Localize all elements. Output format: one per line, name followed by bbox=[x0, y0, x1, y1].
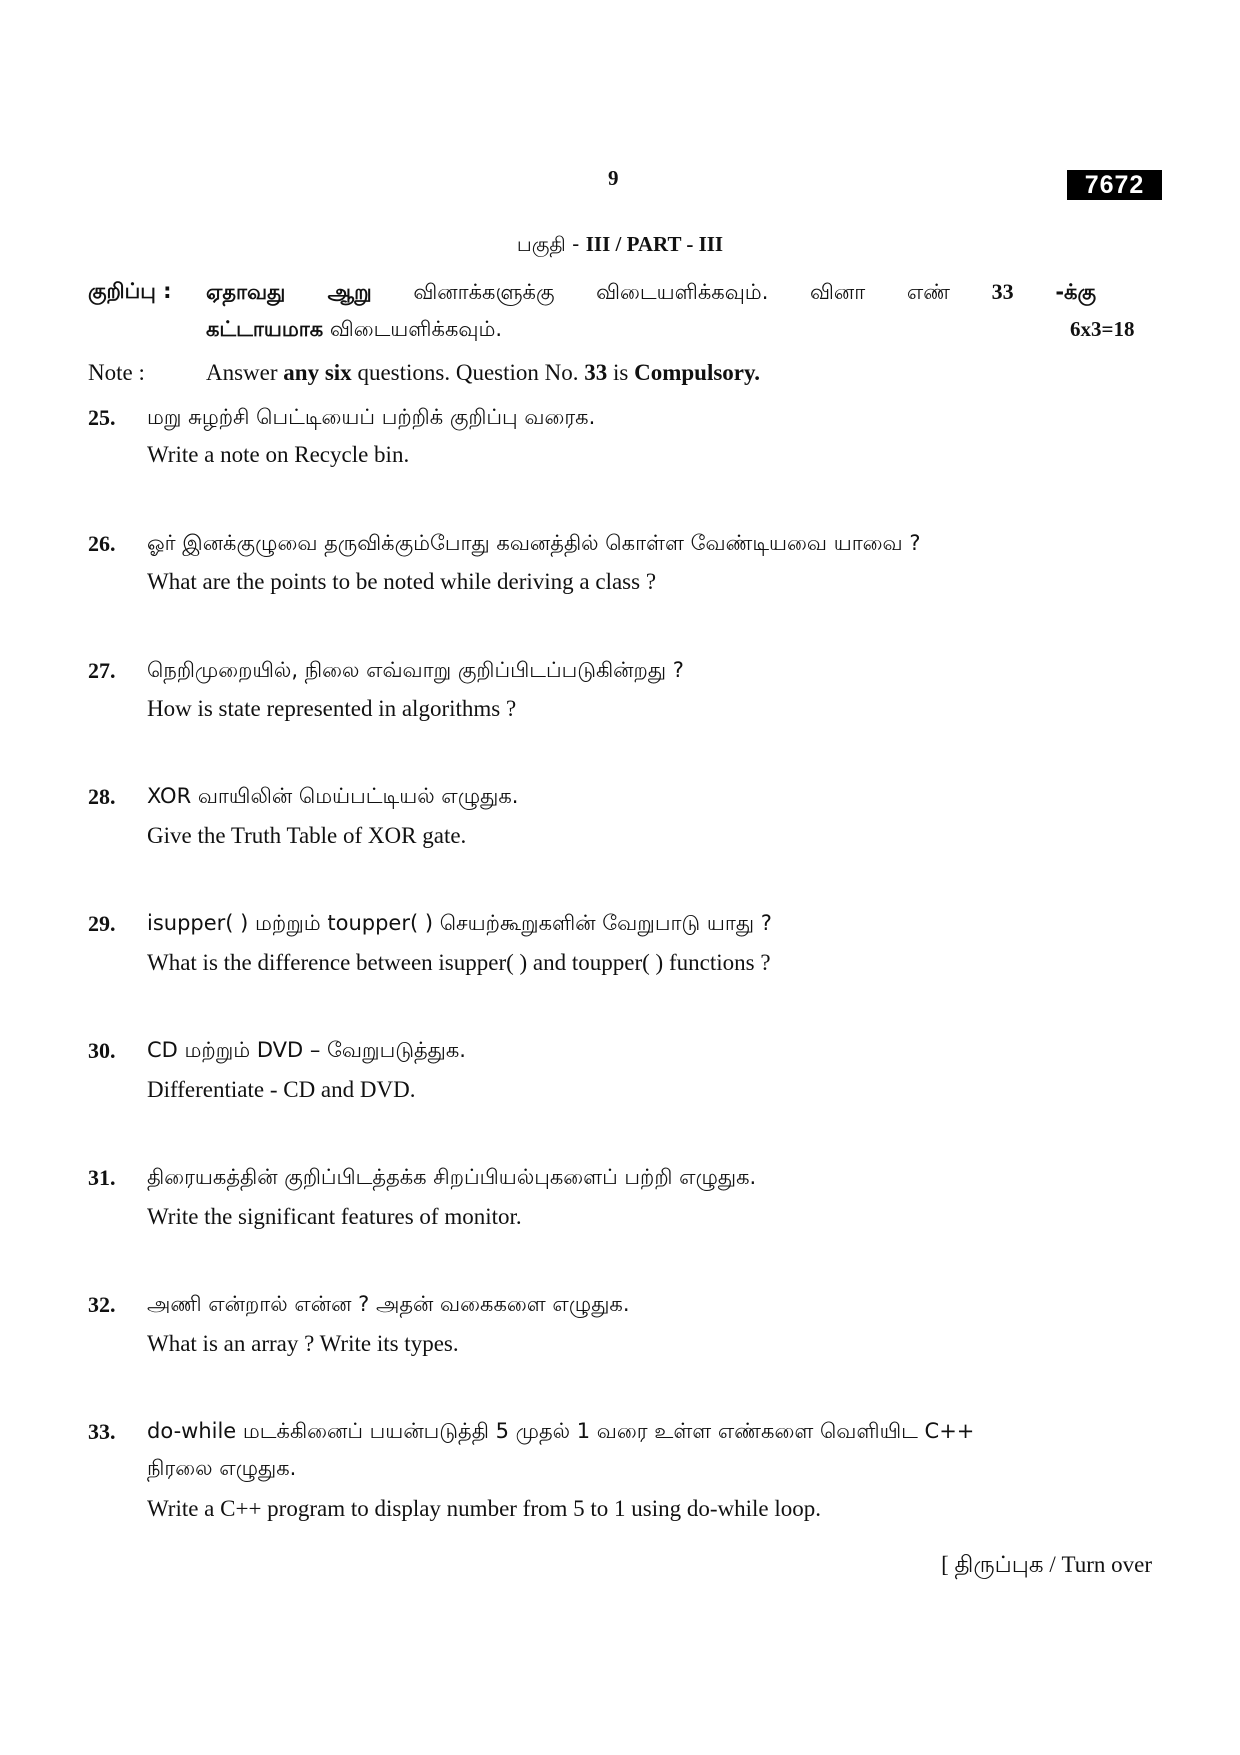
question-tamil: isupper( ) மற்றும் toupper( ) செயற்கூறுகளின் வேறுபாடு யாது ? bbox=[147, 911, 772, 935]
question-number: 26. bbox=[88, 531, 116, 556]
question-english: Differentiate - CD and DVD. bbox=[147, 1077, 416, 1102]
question-english: Write a C++ program to display number from 5 to 1 using do-while loop. bbox=[147, 1496, 822, 1521]
part-heading-tamil: பகுதி - bbox=[516, 232, 586, 256]
paper-code-badge: 7672 bbox=[1067, 170, 1162, 200]
instruction-any-six: ஏதாவது ஆறு bbox=[206, 280, 372, 304]
question-tamil: ஓர் இனக்குழுவை தருவிக்கும்போது கவனத்தில் கொள்ள வேண்டியவை யாவை ? bbox=[147, 531, 921, 555]
instruction-suffix: -க்கு bbox=[1055, 280, 1096, 304]
question-tamil: மறு சுழற்சி பெட்டியைப் பற்றிக் குறிப்பு வரைக. bbox=[147, 405, 596, 429]
question-number: 33. bbox=[88, 1419, 116, 1444]
note-text bbox=[206, 360, 760, 386]
question-english: Give the Truth Table of XOR gate. bbox=[147, 823, 467, 848]
note-any-six: any six bbox=[283, 360, 352, 385]
note-text-2: questions. Question No. bbox=[351, 360, 585, 385]
question-english: What are the points to be noted while deriving a class ? bbox=[147, 569, 657, 594]
question-number: 27. bbox=[88, 658, 116, 683]
turn-over-note: [ திருப்புக / Turn over bbox=[941, 1552, 1152, 1577]
question-number: 25. bbox=[88, 405, 116, 430]
part-heading bbox=[0, 232, 1240, 259]
page-number: 9 bbox=[608, 166, 619, 190]
question-tamil: திரையகத்தின் குறிப்பிடத்தக்க சிறப்பியல்புகளைப் பற்றி எழுதுக. bbox=[147, 1165, 757, 1189]
question-number: 32. bbox=[88, 1292, 116, 1317]
question-english: Write a note on Recycle bin. bbox=[147, 442, 410, 467]
question-number: 29. bbox=[88, 911, 116, 936]
note-text-1: Answer bbox=[206, 360, 284, 385]
instruction-question-number: 33 bbox=[991, 279, 1014, 304]
question-tamil: XOR வாயிலின் மெய்பட்டியல் எழுதுக. bbox=[147, 784, 519, 808]
instruction-text-2 bbox=[1014, 280, 1056, 304]
question-english: Write the significant features of monitor. bbox=[147, 1204, 522, 1229]
instruction-text-1: வினாக்களுக்கு விடையளிக்கவும். வினா எண் bbox=[371, 280, 992, 304]
question-number: 28. bbox=[88, 784, 116, 809]
question-tamil-continued: நிரலை எழுதுக. bbox=[147, 1456, 297, 1480]
question-tamil: do-while மடக்கினைப் பயன்படுத்தி 5 முதல் 1 வரை உள்ள எண்களை வெளியிட C++ bbox=[147, 1419, 975, 1443]
question-english: What is the difference between isupper( ) and toupper( ) functions ? bbox=[147, 950, 771, 975]
part-heading-english: III / PART - III bbox=[585, 232, 724, 256]
question-tamil: நெறிமுறையில், நிலை எவ்வாறு குறிப்பிடப்படுகின்றது ? bbox=[147, 658, 684, 682]
question-tamil: CD மற்றும் DVD – வேறுபடுத்துக. bbox=[147, 1038, 466, 1062]
question-number: 30. bbox=[88, 1038, 116, 1063]
question-english: How is state represented in algorithms ? bbox=[147, 696, 517, 721]
question-tamil: அணி என்றால் என்ன ? அதன் வகைகளை எழுதுக. bbox=[147, 1292, 630, 1316]
instruction-line-2 bbox=[206, 317, 502, 344]
instruction-text-3: விடையளிக்கவும். bbox=[323, 317, 503, 341]
instruction-label: குறிப்பு : bbox=[88, 279, 172, 303]
question-number: 31. bbox=[88, 1165, 116, 1190]
note-text-3: is bbox=[607, 360, 635, 385]
note-question-number: 33 bbox=[584, 360, 608, 385]
note-label: Note : bbox=[88, 360, 145, 385]
note-compulsory: Compulsory. bbox=[634, 360, 760, 385]
marks-allocation: 6x3=18 bbox=[1070, 317, 1135, 341]
question-english: What is an array ? Write its types. bbox=[147, 1331, 459, 1356]
instruction-line-1 bbox=[206, 279, 1096, 307]
instruction-compulsory: கட்டாயமாக bbox=[206, 317, 324, 341]
